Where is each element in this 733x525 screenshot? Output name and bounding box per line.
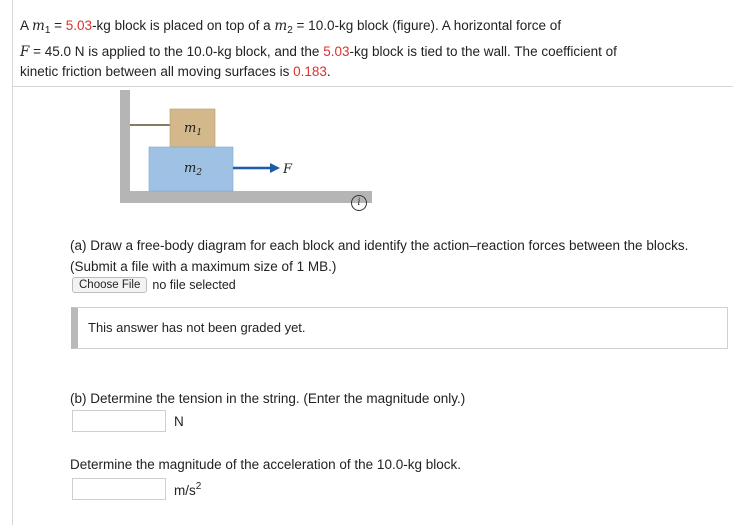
acceleration-unit-base: m/s: [174, 482, 196, 498]
m2-symbol: m: [274, 18, 288, 34]
problem-text: -kg block is tied to the wall. The coefficient of: [349, 43, 617, 59]
part-b-answer-row: [72, 410, 184, 432]
wall: [120, 90, 130, 203]
friction-coefficient-value: 0.183: [293, 64, 327, 79]
acceleration-unit-exponent: 2: [195, 480, 202, 492]
part-b-question: (b) Determine the tension in the string. (Enter the magnitude only.): [70, 391, 466, 406]
block-diagram-figure: [112, 86, 372, 216]
problem-text: .: [326, 64, 331, 79]
problem-statement: [20, 16, 725, 83]
tension-answer-input[interactable]: [72, 410, 166, 432]
part-c-question: Determine the magnitude of the acceleration of the 10.0-kg block.: [70, 457, 461, 472]
problem-text: =: [50, 18, 66, 33]
block-m1-label: $m_1$: [184, 121, 203, 138]
acceleration-answer-input[interactable]: [72, 478, 166, 500]
problem-text: A: [20, 18, 33, 33]
tension-unit: N: [174, 413, 184, 429]
part-c-answer-row: [72, 478, 201, 500]
m1-value: 5.03: [65, 18, 93, 33]
floor-surface: [120, 191, 372, 203]
file-upload-row: [72, 277, 236, 293]
problem-text: -kg block is placed on top of a: [92, 18, 275, 33]
info-icon[interactable]: i: [351, 195, 367, 211]
m1-value: 5.03: [323, 43, 350, 59]
m1-subscript: 1: [44, 25, 51, 36]
problem-text: = 10.0-kg block (figure). A horizontal force of: [292, 18, 562, 33]
force-symbol: F: [20, 43, 30, 60]
problem-text: = 45.0 N is applied to the 10.0-kg block, and the: [29, 43, 324, 59]
force-label: F: [283, 162, 293, 177]
m2-subscript: 2: [287, 25, 293, 36]
grading-status-text: This answer has not been graded yet.: [88, 320, 306, 335]
m1-symbol: m: [32, 18, 45, 34]
block-m2-label: $m_2$: [184, 161, 203, 178]
problem-text: kinetic friction between all moving surfaces is: [20, 64, 294, 79]
no-file-status: no file selected: [152, 278, 236, 292]
choose-file-button[interactable]: Choose File: [72, 277, 147, 293]
part-a-question: (a) Draw a free-body diagram for each block and identify the action–reaction forces between the blocks. (Submit a file with a maximum size of 1 MB.): [70, 238, 689, 274]
force-arrow-head: [270, 163, 280, 173]
acceleration-unit: [174, 481, 201, 498]
